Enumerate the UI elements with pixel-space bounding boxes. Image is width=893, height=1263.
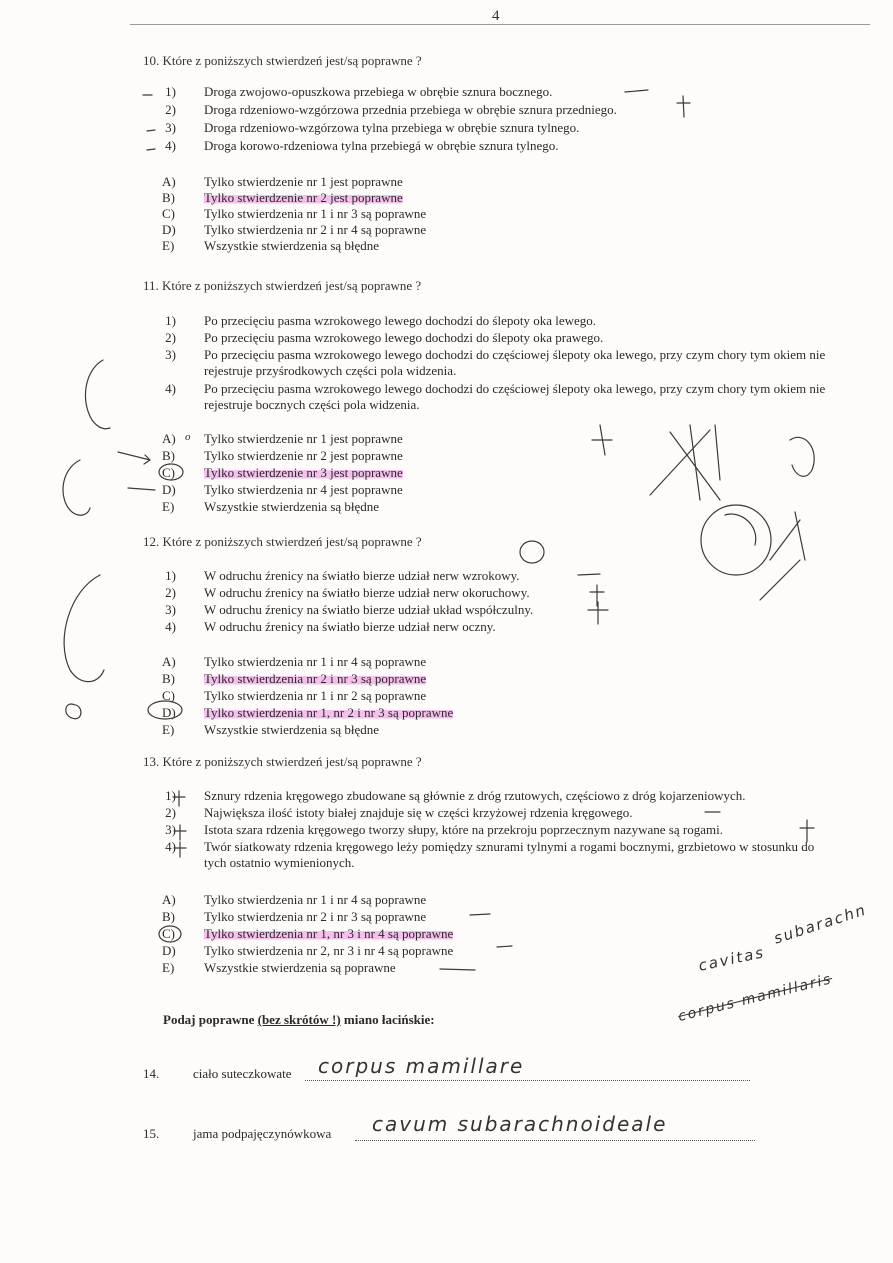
statement-text: W odruchu źrenicy na światło bierze udział układ współczulny. xyxy=(204,602,534,617)
statement-text: Po przecięciu pasma wzrokowego lewego dochodzi do częściowej ślepoty oka lewego, przy czym chory tym okiem nie rejestruje bocznych części pola widzenia. xyxy=(204,381,826,412)
option-letter[interactable]: D) xyxy=(162,943,176,958)
statement-number: 1) xyxy=(165,788,176,803)
option-letter[interactable]: B) xyxy=(162,671,175,686)
option-letter[interactable]: B) xyxy=(162,909,175,924)
option-text: Wszystkie stwierdzenia są błędne xyxy=(204,238,380,253)
statement-text: Istota szara rdzenia kręgowego tworzy słupy, które na przekroju poprzecznym nazywane są rogami. xyxy=(204,822,723,837)
scribble-curve xyxy=(66,704,81,719)
option-letter[interactable]: C) xyxy=(162,926,175,941)
question-10-title: 10. Które z poniższych stwierdzeń jest/są poprawne ? xyxy=(143,53,422,68)
option-letter[interactable]: C) xyxy=(162,688,175,703)
option-letter[interactable]: D) xyxy=(162,222,176,237)
handwritten-answer: corpus mamillare xyxy=(318,1054,525,1078)
option-text: Wszystkie stwierdzenia są poprawne xyxy=(204,960,396,975)
statement-number: 2) xyxy=(165,585,176,600)
statement-number: 1) xyxy=(165,313,176,328)
dash-mark xyxy=(625,90,648,92)
statement-number: 2) xyxy=(165,330,176,345)
option-letter[interactable]: E) xyxy=(162,238,175,253)
plus-mark xyxy=(590,585,604,606)
statement-text: Po przecięciu pasma wzrokowego lewego dochodzi do ślepoty oka prawego. xyxy=(204,330,604,345)
option-letter[interactable]: B) xyxy=(162,448,175,463)
statement-text: Twór siatkowaty rdzenia kręgowego leży pomiędzy sznurami tylnymi a rogami bocznymi, grzbietowo w stosunku do tych ostatnio wymienionych. xyxy=(204,839,815,870)
dash-mark xyxy=(578,574,600,575)
plus-mark xyxy=(677,96,690,117)
statement-text: W odruchu źrenicy na światło bierze udział nerw oczny. xyxy=(204,619,496,634)
option-text-highlighted: Tylko stwierdzenia nr 2 i nr 3 są poprawne xyxy=(204,671,427,686)
option-text: Tylko stwierdzenia nr 1 i nr 4 są poprawne xyxy=(204,892,427,907)
statement-number: 3) xyxy=(165,602,176,617)
fill-in-number: 14. xyxy=(143,1066,160,1081)
option-text: Tylko stwierdzenia nr 4 jest poprawne xyxy=(204,482,403,497)
option-text: Tylko stwierdzenia nr 1 i nr 2 są poprawne xyxy=(204,688,427,703)
fill-in-label: ciało suteczkowate xyxy=(193,1066,292,1081)
page-number: 4 xyxy=(492,8,500,24)
question-12-title: 12. Które z poniższych stwierdzeń jest/są poprawne ? xyxy=(143,534,422,549)
statement-number: 3) xyxy=(165,120,176,135)
statement-number: 3) xyxy=(165,347,176,362)
sketch-lines xyxy=(790,437,814,476)
option-text: Wszystkie stwierdzenia są błędne xyxy=(204,722,380,737)
scribble-curve xyxy=(64,575,104,682)
instruction-prefix: Podaj poprawne xyxy=(163,1012,258,1027)
sketch-lines xyxy=(592,425,612,455)
option-text-highlighted: Tylko stwierdzenie nr 2 jest poprawne xyxy=(204,190,403,205)
statement-number: 4) xyxy=(165,381,176,396)
statement-number: 2) xyxy=(165,805,176,820)
statement-number: 1) xyxy=(165,84,176,99)
option-text: Tylko stwierdzenia nr 2 i nr 4 są poprawne xyxy=(204,222,427,237)
statement-number: 4) xyxy=(165,839,176,854)
statement-number: 2) xyxy=(165,102,176,117)
option-letter[interactable]: B) xyxy=(162,190,175,205)
scribble-curve xyxy=(63,460,90,515)
sketch-lines xyxy=(650,425,720,500)
statement-text: Droga rdzeniowo-wzgórzowa tylna przebiega w obrębie sznura tylnego. xyxy=(204,120,580,135)
handwritten-note: corpus mamillaris xyxy=(676,971,835,1025)
statement-text: Po przecięciu pasma wzrokowego lewego dochodzi do częściowej ślepoty oka lewego, przy czym chory tym okiem nie rejestruje przyśrodkowych części pola widzenia. xyxy=(204,347,826,378)
option-letter[interactable]: D) xyxy=(162,705,176,720)
fill-in-number: 15. xyxy=(143,1126,160,1141)
statement-text: Droga korowo-rdzeniowa tylna przebiegá w obrębie sznura tylnego. xyxy=(204,138,559,153)
statement-text: W odruchu źrenicy na światło bierze udział nerw wzrokowy. xyxy=(204,568,520,583)
statement-text: Największa ilość istoty białej znajduje się w części krzyżowej rdzenia kręgowego. xyxy=(204,805,633,820)
statement-text: Droga zwojowo-opuszkowa przebiega w obrębie sznura bocznego. xyxy=(204,84,553,99)
handwritten-mark: o xyxy=(185,431,191,443)
statement-number: 3) xyxy=(165,822,176,837)
statement-number: 1) xyxy=(165,568,176,583)
question-11-title: 11. Które z poniższych stwierdzeń jest/są poprawne ? xyxy=(143,278,422,293)
option-letter[interactable]: E) xyxy=(162,499,175,514)
option-text: Tylko stwierdzenia nr 1 i nr 4 są poprawne xyxy=(204,654,427,669)
plus-mark xyxy=(588,602,608,624)
arrow-mark xyxy=(118,452,150,464)
option-text: Tylko stwierdzenia nr 2, nr 3 i nr 4 są poprawne xyxy=(204,943,454,958)
option-letter[interactable]: A) xyxy=(162,431,176,446)
instruction-underlined: (bez skrótów !) xyxy=(257,1012,341,1027)
statement-text: W odruchu źrenicy na światło bierze udział nerw okoruchowy. xyxy=(204,585,530,600)
option-text: Tylko stwierdzenia nr 2 i nr 3 są poprawne xyxy=(204,909,427,924)
dash-mark xyxy=(470,914,490,915)
option-letter[interactable]: C) xyxy=(162,465,175,480)
sketch-circle xyxy=(701,505,771,575)
option-text: Wszystkie stwierdzenia są błędne xyxy=(204,499,380,514)
fill-in-label: jama podpajęczynówkowa xyxy=(193,1126,332,1141)
option-letter[interactable]: D) xyxy=(162,482,176,497)
fill-in-instruction xyxy=(163,1012,435,1028)
handwritten-note: cavitas xyxy=(696,943,767,975)
scribble-curve xyxy=(85,360,110,429)
question-13-title: 13. Które z poniższych stwierdzeń jest/są poprawne ? xyxy=(143,754,422,769)
option-letter[interactable]: A) xyxy=(162,174,176,189)
handwritten-note: subarachn xyxy=(771,900,870,948)
option-text-highlighted: Tylko stwierdzenie nr 3 jest poprawne xyxy=(204,465,403,480)
option-text: Tylko stwierdzenie nr 1 jest poprawne xyxy=(204,174,403,189)
statement-text: Droga rdzeniowo-wzgórzowa przednia przebiega w obrębie sznura przedniego. xyxy=(204,102,617,117)
option-text: Tylko stwierdzenie nr 1 jest poprawne xyxy=(204,431,403,446)
option-letter[interactable]: C) xyxy=(162,206,175,221)
dash-mark xyxy=(440,969,475,970)
option-letter[interactable]: E) xyxy=(162,722,175,737)
statement-number: 4) xyxy=(165,138,176,153)
option-text-highlighted: Tylko stwierdzenia nr 1, nr 3 i nr 4 są poprawne xyxy=(204,926,454,941)
option-text: Tylko stwierdzenia nr 1 i nr 3 są poprawne xyxy=(204,206,427,221)
option-text: Tylko stwierdzenie nr 2 jest poprawne xyxy=(204,448,403,463)
statement-number: 4) xyxy=(165,619,176,634)
option-letter[interactable]: E) xyxy=(162,960,175,975)
dash-mark xyxy=(497,946,512,947)
statement-text: Sznury rdzenia kręgowego zbudowane są głównie z dróg rzutowych, częściowo z dróg kojarzeniowych. xyxy=(204,788,746,803)
sketch-lines xyxy=(725,512,805,600)
option-letter[interactable]: A) xyxy=(162,654,176,669)
option-letter[interactable]: A) xyxy=(162,892,176,907)
statement-text: Po przecięciu pasma wzrokowego lewego dochodzi do ślepoty oka lewego. xyxy=(204,313,597,328)
header-rule xyxy=(130,24,870,25)
arrow-mark xyxy=(128,488,155,490)
circle-mark xyxy=(520,541,544,563)
handwritten-answer: cavum subarachnoideale xyxy=(372,1112,668,1136)
instruction-suffix: miano łacińskie: xyxy=(340,1012,435,1027)
option-text-highlighted: Tylko stwierdzenia nr 1, nr 2 i nr 3 są poprawne xyxy=(204,705,454,720)
